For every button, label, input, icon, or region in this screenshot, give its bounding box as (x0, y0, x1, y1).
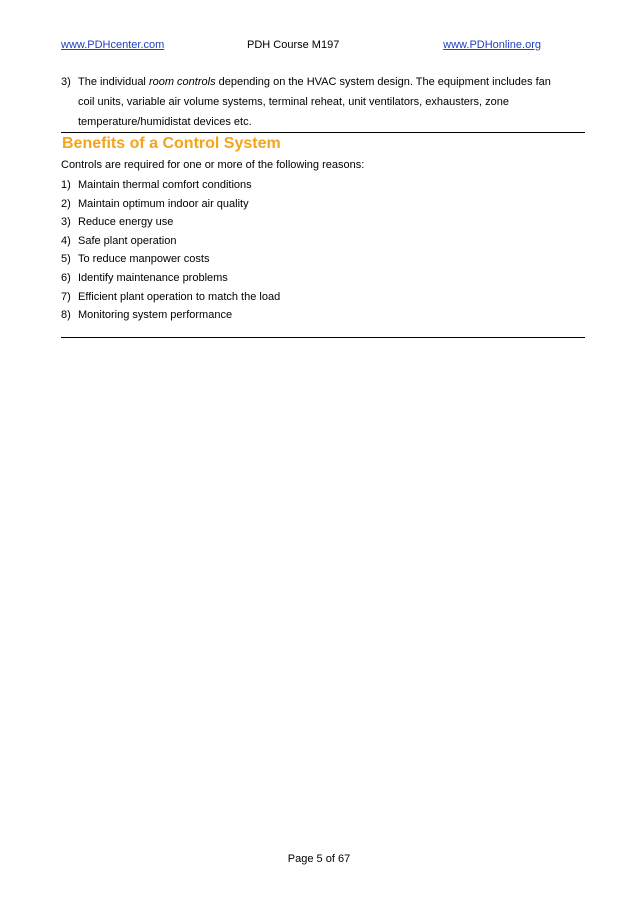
text-after: depending on the HVAC system design. The equipment includes fan coil units, variable air volume systems, terminal reheat, unit ventilators, exhausters, zone temperature/humidistat devices etc. (78, 76, 551, 128)
list-item (61, 213, 280, 232)
list-number: 1) (61, 179, 71, 191)
section-intro: Controls are required for one or more of the following reasons: (61, 159, 365, 171)
list-item-3 (61, 72, 561, 132)
pdhonline-link[interactable]: www.PDHonline.org (443, 39, 541, 51)
list-number: 8) (61, 309, 71, 322)
list-number: 5) (61, 253, 71, 266)
list-number: 2) (61, 197, 71, 210)
list-number: 7) (61, 290, 71, 303)
course-title: PDH Course M197 (247, 39, 340, 51)
list-item (61, 232, 280, 251)
list-item-text: Efficient plant operation to match the load (78, 290, 281, 303)
list-item-text: Maintain thermal comfort conditions (78, 179, 252, 191)
section-heading: Benefits of a Control System (62, 135, 281, 152)
section-bottom-rule (61, 337, 585, 338)
list-item-text: Reduce energy use (78, 216, 174, 229)
list-number: 3) (61, 76, 71, 88)
list-item (61, 269, 280, 288)
reasons-list (61, 176, 280, 325)
list-item-text (78, 72, 561, 132)
list-item-text: Identify maintenance problems (78, 271, 228, 284)
page-number: Page 5 of 67 (287, 853, 351, 865)
page-header (61, 37, 541, 53)
list-item-text: Monitoring system performance (78, 309, 233, 322)
list-number: 3) (61, 216, 71, 229)
list-item-text: To reduce manpower costs (78, 253, 210, 266)
list-item (61, 306, 280, 325)
text-emphasis: room controls (148, 76, 216, 88)
list-item (61, 195, 280, 214)
list-item (61, 288, 280, 307)
list-item-text: Maintain optimum indoor air quality (78, 197, 249, 210)
pdhcenter-link[interactable]: www.PDHcenter.com (61, 39, 165, 51)
list-item (61, 176, 280, 195)
list-item-text: Safe plant operation (78, 234, 177, 247)
section-top-rule (61, 132, 585, 133)
list-number: 6) (61, 271, 71, 284)
text-before: The individual (78, 76, 149, 88)
list-item (61, 250, 280, 269)
list-number: 4) (61, 234, 71, 247)
